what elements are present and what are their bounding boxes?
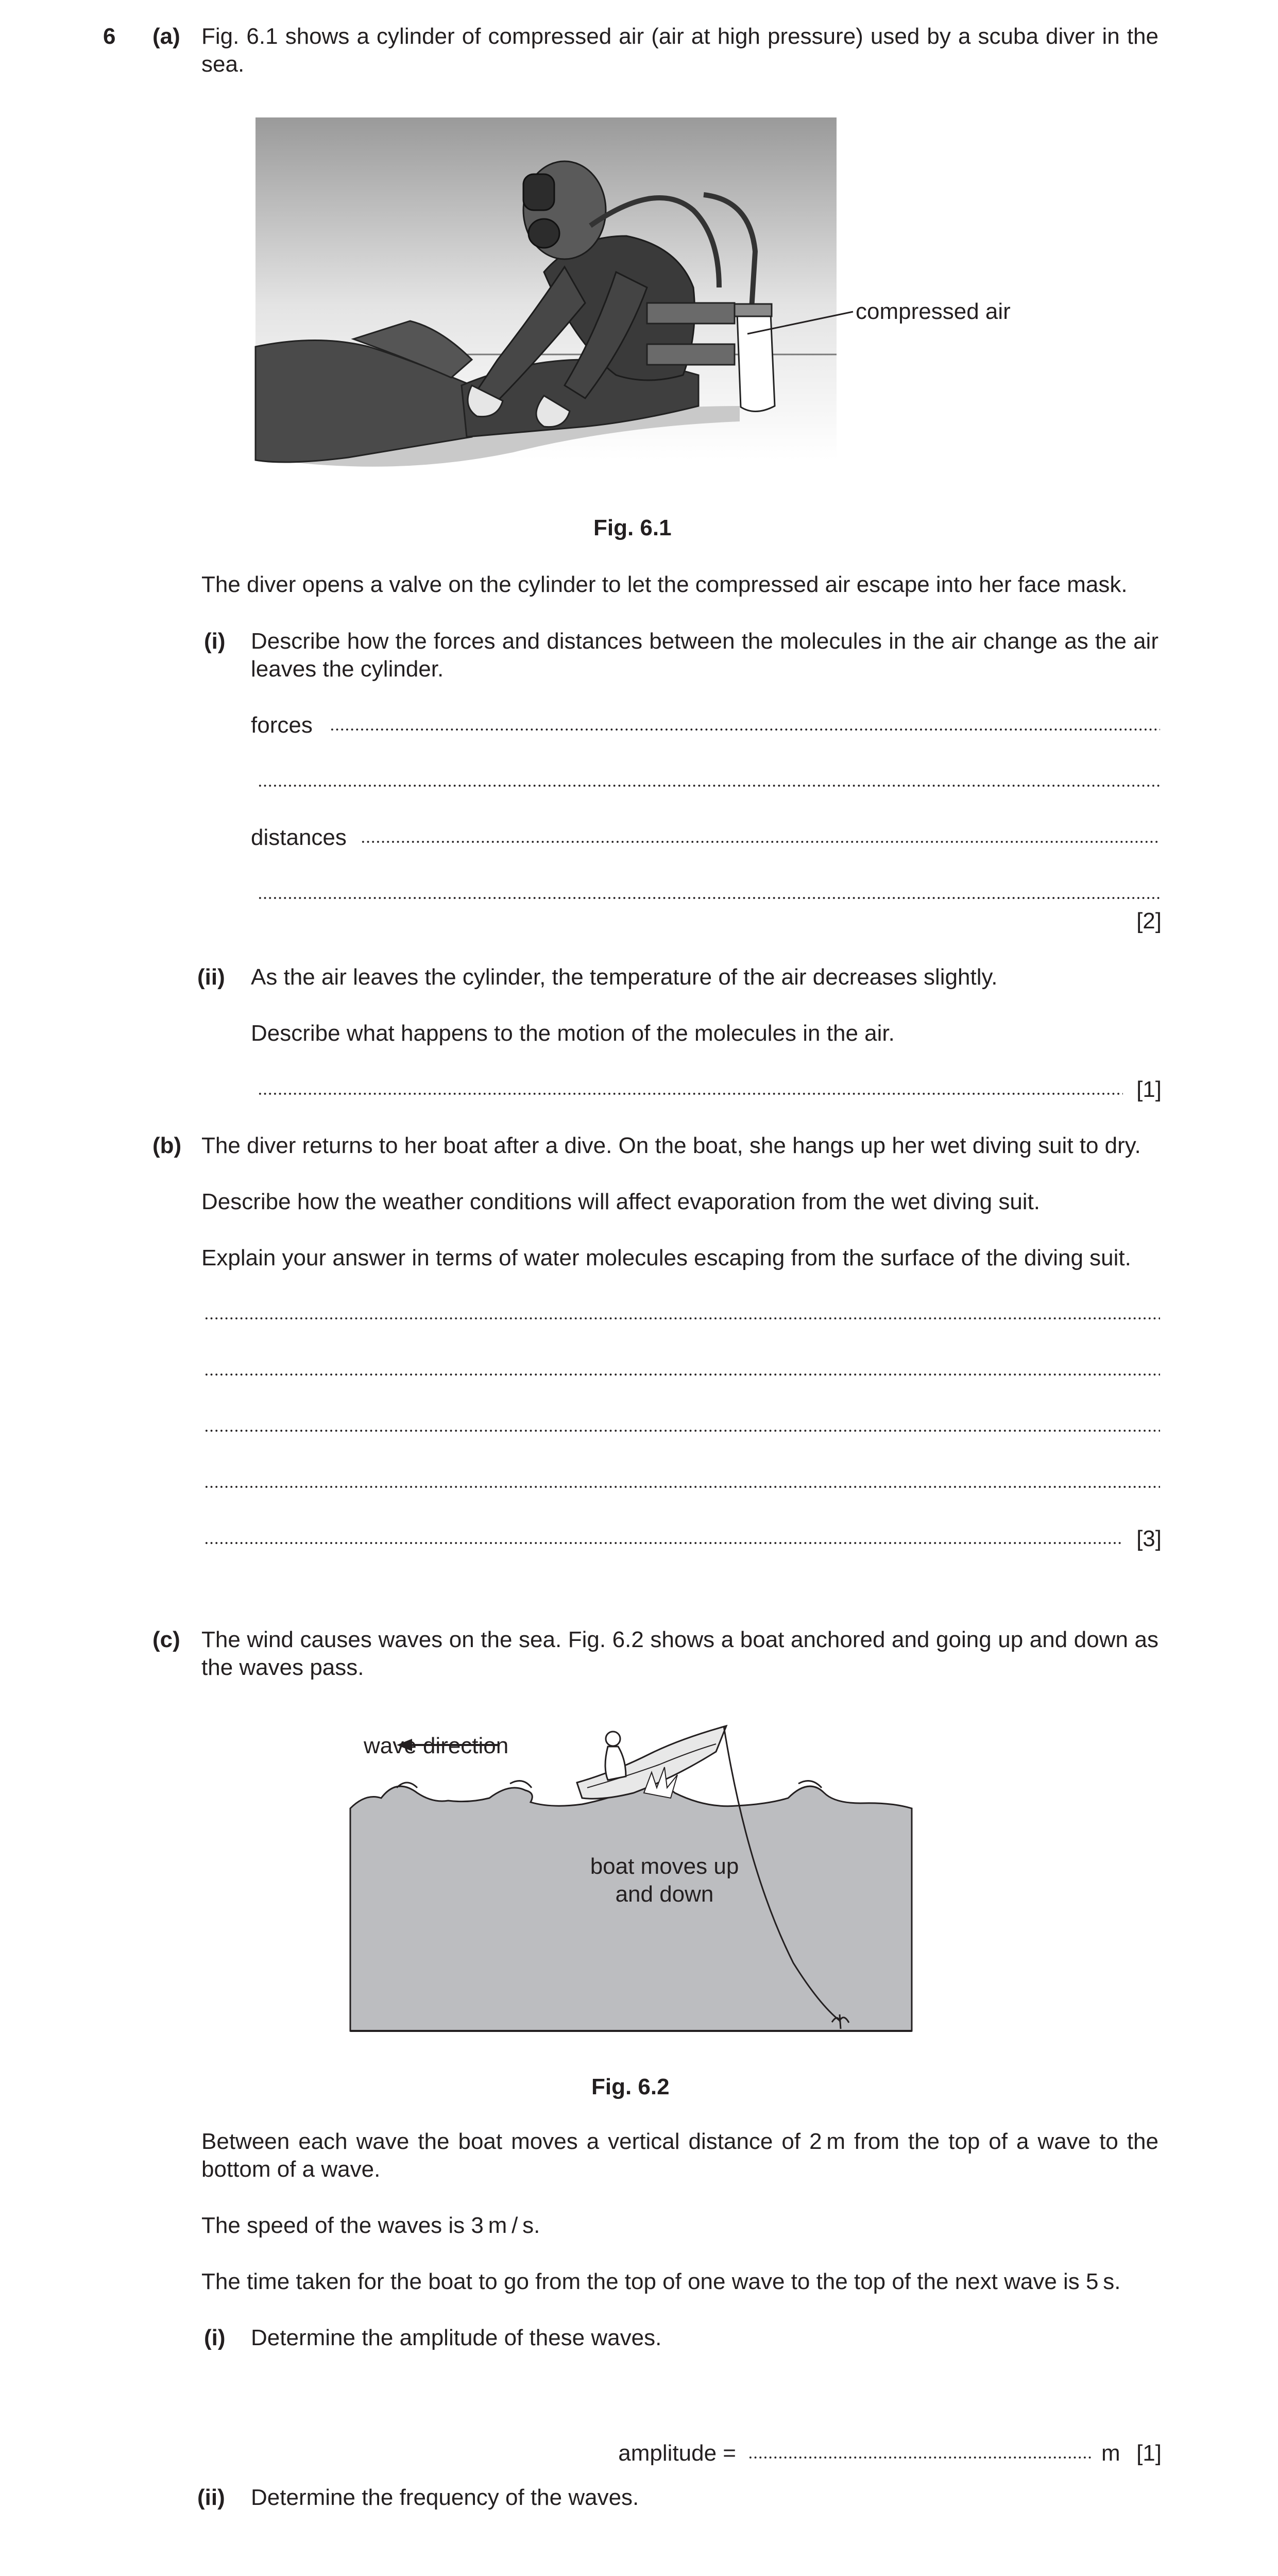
part-b-answer-line[interactable] [204,1485,1160,1488]
distances-label: distances [251,825,347,850]
part-b-answer-line[interactable] [204,1373,1160,1376]
distances-answer-line-2[interactable] [258,896,1160,900]
part-a-i-marks: [2] [1136,908,1162,934]
part-a-statement: The diver opens a valve on the cylinder to let the compressed air escape into her face mask. [201,572,1128,597]
part-c-label: (c) [152,1627,180,1652]
forces-label: forces [251,713,313,738]
amplitude-label: amplitude = [618,2441,736,2466]
part-b-answer-line[interactable] [204,1317,1160,1320]
part-b-answer-line[interactable] [204,1429,1160,1432]
boat-label-line-1: boat moves up [590,1854,739,1879]
part-c-info-1: Between each wave the boat moves a vertical distance of 2 m from the top of a wave to the bottom of a wave. [201,2129,1158,2182]
part-b-answer-line[interactable] [204,1541,1123,1545]
part-c-i-question: Determine the amplitude of these waves. [251,2325,662,2350]
distances-answer-line[interactable] [361,840,1160,843]
part-b-marks: [3] [1136,1526,1162,1551]
part-a-ii-answer-line[interactable] [258,1092,1123,1095]
part-c-ii-question: Determine the frequency of the waves. [251,2485,639,2510]
wave-direction-label: wave direction [364,1733,509,1758]
part-a-ii-text-2: Describe what happens to the motion of the molecules in the air. [251,1021,895,1046]
part-c-intro: The wind causes waves on the sea. Fig. 6.2 shows a boat anchored and going up and down as the waves pass. [201,1627,1158,1680]
figure-6-1-illustration [255,117,894,468]
part-b-label: (b) [152,1133,182,1158]
amplitude-unit: m [1101,2441,1120,2466]
forces-answer-line[interactable] [330,728,1160,731]
part-b-text-2: Describe how the weather conditions will affect evaporation from the wet diving suit. [201,1189,1041,1214]
part-c-i-marks: [1] [1136,2441,1162,2466]
forces-answer-line-2[interactable] [258,784,1160,787]
figure-6-2-caption: Fig. 6.2 [591,2074,670,2099]
figure-6-1-label-compressed-air: compressed air [856,299,1011,324]
part-c-info-2: The speed of the waves is 3 m / s. [201,2213,540,2238]
part-c-info-3: The time taken for the boat to go from the top of one wave to the top of the next wave is 5 s. [201,2269,1121,2294]
part-c-i-label: (i) [204,2325,226,2350]
part-a-i-label: (i) [204,629,226,654]
part-c-ii-label: (ii) [197,2485,225,2510]
part-a-ii-marks: [1] [1136,1077,1162,1102]
amplitude-answer-line[interactable] [748,2456,1091,2459]
part-a-ii-text-1: As the air leaves the cylinder, the temperature of the air decreases slightly. [251,964,998,990]
question-number: 6 [103,24,116,49]
part-a-ii-label: (ii) [197,964,225,990]
boat-label-line-2: and down [615,1882,714,1907]
part-a-label: (a) [152,24,180,49]
part-b-text-3: Explain your answer in terms of water molecules escaping from the surface of the diving suit. [201,1245,1131,1270]
figure-6-1-caption: Fig. 6.1 [593,515,672,540]
part-a-intro: Fig. 6.1 shows a cylinder of compressed air (air at high pressure) used by a scuba diver in the sea. [201,24,1158,77]
part-b-text-1: The diver returns to her boat after a dive. On the boat, she hangs up her wet diving suit to dry. [201,1133,1141,1158]
part-a-i-question: Describe how the forces and distances between the molecules in the air change as the air leaves the cylinder. [251,629,1158,682]
